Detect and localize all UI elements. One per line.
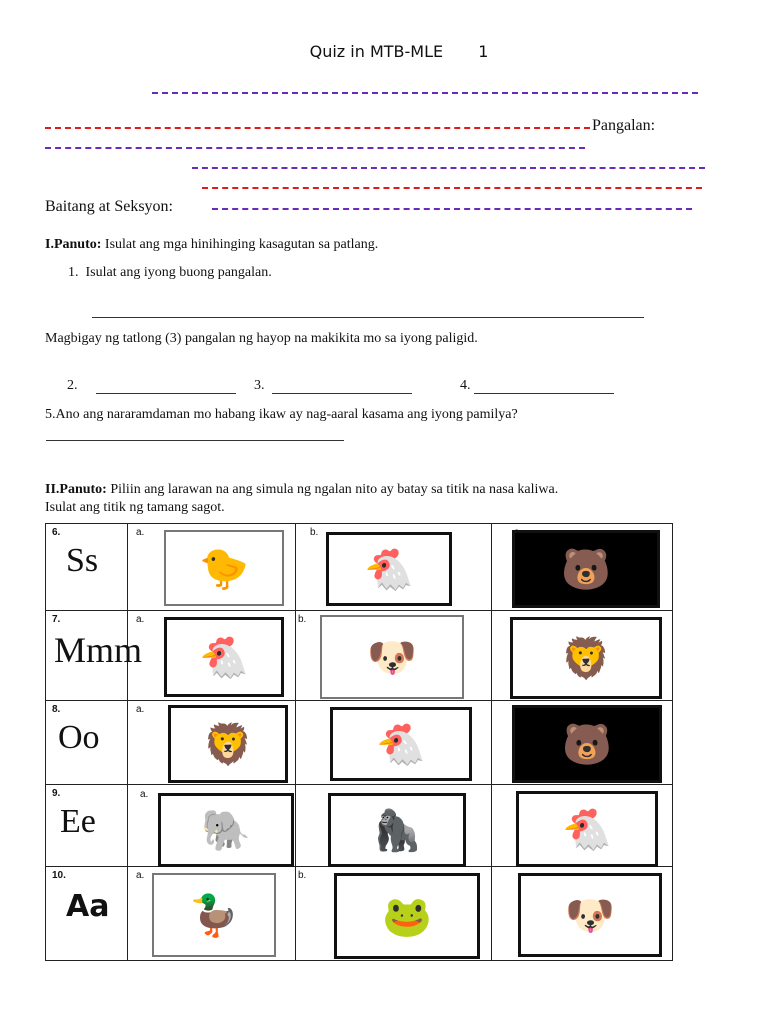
duck-icon[interactable]: 🦆 [152, 873, 276, 957]
option-cell[interactable] [128, 701, 296, 785]
option-a-label: a. [136, 614, 145, 625]
decorative-dash-line [152, 92, 698, 94]
q1-text: Isulat ang iyong buong pangalan. [85, 265, 272, 280]
letter-cell [46, 867, 128, 961]
letter-cell [46, 524, 128, 611]
option-a-label: a. [140, 789, 149, 800]
option-cell[interactable] [296, 701, 492, 785]
item-number: 7. [52, 614, 61, 625]
part1-direction-label: I.Panuto: [45, 237, 102, 252]
lion-icon[interactable]: 🦁 [510, 617, 662, 699]
option-cell[interactable] [128, 611, 296, 701]
option-b-label: b. [298, 870, 307, 881]
decorative-dash-line [192, 167, 705, 169]
blank-3-number: 3. [254, 378, 265, 393]
table-row [46, 524, 673, 611]
hen-icon[interactable]: 🐔 [516, 791, 658, 867]
target-letters: Oo [58, 719, 100, 756]
option-b-label: b. [298, 614, 307, 625]
title-number: 1 [478, 42, 489, 61]
answer-line-3[interactable] [272, 393, 412, 394]
decorative-dash-line [45, 147, 585, 149]
title-text: Quiz in MTB-MLE [309, 42, 444, 61]
chick-icon[interactable]: 🐤 [164, 530, 284, 606]
question-1 [68, 265, 272, 281]
blank-2-number: 2. [67, 378, 78, 393]
gorilla-icon[interactable]: 🦍 [328, 793, 466, 867]
answer-line-4[interactable] [474, 393, 614, 394]
part1-direction-text: Isulat ang mga hinihinging kasagutan sa patlang. [104, 237, 379, 252]
target-letters: Mmm [54, 630, 143, 670]
option-cell[interactable] [492, 785, 673, 867]
question-animals: Magbigay ng tatlong (3) pangalan ng hayop na makikita mo sa iyong paligid. [45, 331, 478, 346]
hen-icon[interactable]: 🐔 [326, 532, 452, 606]
option-cell[interactable] [128, 867, 296, 961]
letter-cell [46, 611, 143, 701]
option-cell[interactable] [296, 785, 492, 867]
q1-number: 1. [68, 265, 79, 280]
grade-section-label: Baitang at Seksyon: [45, 198, 173, 215]
option-cell[interactable] [296, 611, 492, 701]
option-b-label: b. [310, 527, 319, 538]
part1-direction [45, 237, 378, 253]
option-cell[interactable] [128, 785, 296, 867]
letter-cell [46, 785, 128, 867]
item-number: 8. [52, 704, 61, 715]
dog-icon[interactable]: 🐶 [518, 873, 662, 957]
option-cell[interactable] [492, 524, 673, 611]
item-number: 6. [52, 527, 61, 538]
target-letters: Ee [60, 803, 96, 840]
part2-direction-text: Piliin ang larawan na ang simula ng ngalan nito ay batay sa titik na nasa kaliwa. [110, 482, 559, 497]
grade-section-line[interactable] [212, 208, 692, 210]
item-number: 9. [52, 788, 61, 799]
option-cell[interactable] [128, 524, 296, 611]
quiz-title [0, 42, 768, 61]
option-a-label: a. [136, 870, 145, 881]
bear-icon[interactable]: 🐻 [512, 530, 660, 608]
option-cell[interactable] [492, 701, 673, 785]
part2-direction-label: II.Panuto: [45, 482, 107, 497]
answer-line-1[interactable] [92, 317, 644, 318]
target-letters: Ss [66, 542, 99, 579]
decorative-dash-line [45, 127, 590, 129]
table-row [46, 785, 673, 867]
table-row [46, 867, 673, 961]
picture-table [45, 523, 673, 961]
target-letters: Aa [66, 889, 110, 924]
elephant-icon[interactable]: 🐘 [158, 793, 294, 867]
option-a-label: a. [136, 704, 145, 715]
option-cell[interactable] [492, 867, 673, 961]
option-cell[interactable] [492, 611, 673, 701]
part2-direction [45, 482, 558, 498]
decorative-dash-line [202, 187, 702, 189]
answer-line-5[interactable] [46, 440, 344, 441]
part2-direction-2: Isulat ang titik ng tamang sagot. [45, 500, 225, 515]
lion-icon[interactable]: 🦁 [168, 705, 288, 783]
name-label: Pangalan: [592, 117, 656, 134]
option-cell[interactable] [296, 867, 492, 961]
question-5: 5.Ano ang nararamdaman mo habang ikaw ay nag-aaral kasama ang iyong pamilya? [45, 407, 518, 422]
blank-4-number: 4. [460, 378, 471, 393]
option-cell[interactable] [296, 524, 492, 611]
bear-icon[interactable]: 🐻 [512, 705, 662, 783]
answer-line-2[interactable] [96, 393, 236, 394]
hen-icon[interactable]: 🐔 [330, 707, 472, 781]
hen-icon[interactable]: 🐔 [164, 617, 284, 697]
table-row [46, 611, 673, 701]
dog-icon[interactable]: 🐶 [320, 615, 464, 699]
item-number: 10. [52, 870, 66, 881]
table-row [46, 701, 673, 785]
option-a-label: a. [136, 527, 145, 538]
letter-cell [46, 701, 128, 785]
frog-icon[interactable]: 🐸 [334, 873, 480, 959]
